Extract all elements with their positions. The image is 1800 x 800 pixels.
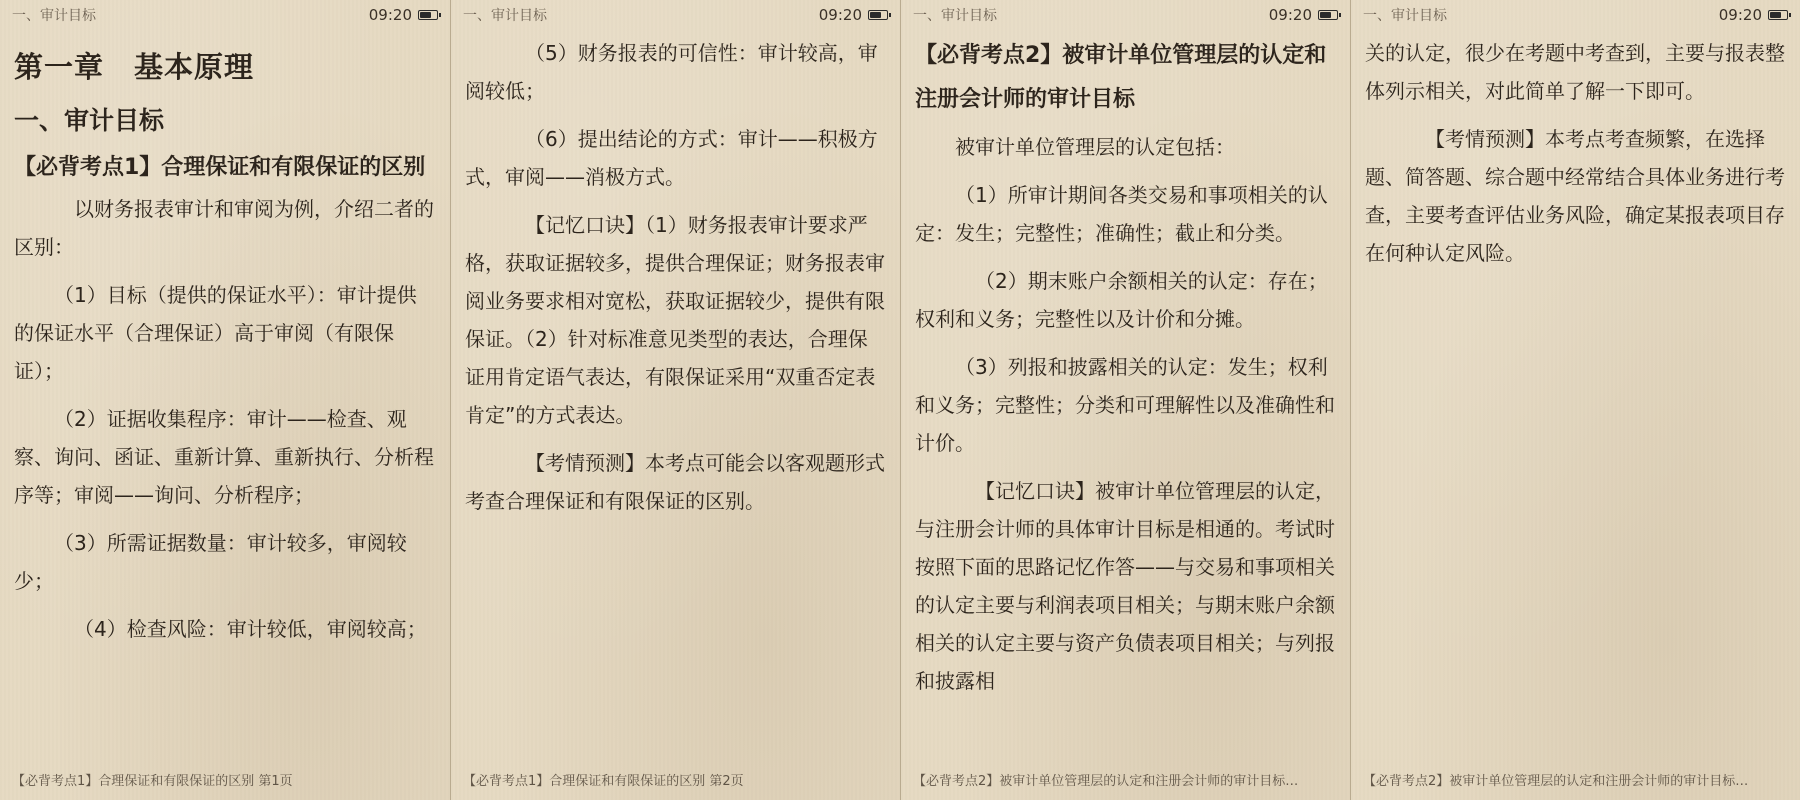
- reader-page-4[interactable]: [1350, 0, 1800, 800]
- chapter-title: 第一章 基本原理: [14, 50, 255, 84]
- reader-page-1[interactable]: [0, 0, 450, 800]
- page-footer: 【必背考点1】合理保证和有限保证的区别 第2页: [463, 774, 744, 789]
- battery-level-fill: [1320, 12, 1331, 18]
- battery-level-fill: [1770, 12, 1781, 18]
- reader-page-3[interactable]: [900, 0, 1350, 800]
- reader-page-2[interactable]: [450, 0, 900, 800]
- paragraph: （3）所需证据数量：审计较多，审阅较少；: [14, 531, 407, 593]
- paragraph: 【考情预测】本考点考查频繁，在选择题、简答题、综合题中经常结合具体业务进行考查，主要考查评估业务风险，确定某报表项目存在何种认定风险。: [1365, 127, 1785, 265]
- battery-icon: [868, 10, 888, 20]
- status-bar: [901, 0, 1350, 30]
- paragraph: （1）目标（提供的保证水平）：审计提供的保证水平（合理保证）高于审阅（有限保证）；: [14, 283, 417, 383]
- battery-icon: [1318, 10, 1338, 20]
- page-footer: 【必背考点2】被审计单位管理层的认定和注册会计师的审计目标…: [913, 774, 1299, 789]
- point-heading: 【必背考点1】合理保证和有限保证的区别: [14, 155, 426, 180]
- status-time: 09:20: [368, 6, 412, 24]
- paragraph: 关的认定，很少在考题中考查到，主要与报表整体列示相关，对此简单了解一下即可。: [1365, 41, 1785, 103]
- page-content: [1365, 30, 1786, 764]
- page-content: [14, 30, 436, 764]
- point-heading: 【必背考点2】被审计单位管理层的认定和注册会计师的审计目标: [915, 43, 1327, 112]
- paragraph: 【记忆口诀】（1）财务报表审计要求严格，获取证据较多，提供合理保证；财务报表审阅业务要求相对宽松，获取证据较少，提供有限保证。（2）针对标准意见类型的表达，合理保证用肯定语气表达，有限保证采用“双重否定表肯定”的方式表达。: [465, 213, 885, 427]
- status-right: [369, 6, 438, 24]
- paragraph: （5）财务报表的可信性：审计较高，审阅较低；: [465, 41, 878, 103]
- status-section-label: 一、审计目标: [463, 8, 547, 24]
- paragraph: （2）期末账户余额相关的认定：存在；权利和义务；完整性以及计价和分摊。: [915, 269, 1328, 331]
- battery-level-fill: [870, 12, 881, 18]
- status-bar: [1351, 0, 1800, 30]
- status-time: 09:20: [1268, 6, 1312, 24]
- battery-level-fill: [420, 12, 431, 18]
- paragraph: 被审计单位管理层的认定包括：: [955, 135, 1235, 159]
- status-section-label: 一、审计目标: [12, 8, 96, 24]
- status-section-label: 一、审计目标: [1363, 8, 1447, 24]
- status-time: 09:20: [818, 6, 862, 24]
- section-title: 一、审计目标: [14, 106, 165, 135]
- status-section-label: 一、审计目标: [913, 8, 997, 24]
- paragraph: 【记忆口诀】被审计单位管理层的认定，与注册会计师的具体审计目标是相通的。考试时按照下面的思路记忆作答——与交易和事项相关的认定主要与利润表项目相关；与期末账户余额相关的认定主要与资产负债表项目相关；与列报和披露相: [915, 479, 1335, 693]
- page-footer: 【必背考点1】合理保证和有限保证的区别 第1页: [12, 774, 293, 789]
- paragraph: （3）列报和披露相关的认定：发生；权利和义务；完整性；分类和可理解性以及准确性和计价。: [915, 355, 1335, 455]
- page-content: [915, 30, 1336, 764]
- paragraph: （1）所审计期间各类交易和事项相关的认定：发生；完整性；准确性；截止和分类。: [915, 183, 1328, 245]
- status-right: [1719, 6, 1788, 24]
- status-right: [819, 6, 888, 24]
- page-content: [465, 30, 886, 764]
- battery-icon: [418, 10, 438, 20]
- paragraph: （4）检查风险：审计较低，审阅较高；: [74, 617, 427, 641]
- paragraph: （6）提出结论的方式：审计——积极方式，审阅——消极方式。: [465, 127, 878, 189]
- status-bar: [0, 0, 450, 30]
- paragraph: 以财务报表审计和审阅为例，介绍二者的区别：: [14, 197, 434, 259]
- paragraph: 【考情预测】本考点可能会以客观题形式考查合理保证和有限保证的区别。: [465, 451, 885, 513]
- status-right: [1269, 6, 1338, 24]
- battery-icon: [1768, 10, 1788, 20]
- page-footer: 【必背考点2】被审计单位管理层的认定和注册会计师的审计目标…: [1363, 774, 1749, 789]
- status-time: 09:20: [1718, 6, 1762, 24]
- paragraph: （2）证据收集程序：审计——检查、观察、询问、函证、重新计算、重新执行、分析程序等；审阅——询问、分析程序；: [14, 407, 434, 507]
- status-bar: [451, 0, 900, 30]
